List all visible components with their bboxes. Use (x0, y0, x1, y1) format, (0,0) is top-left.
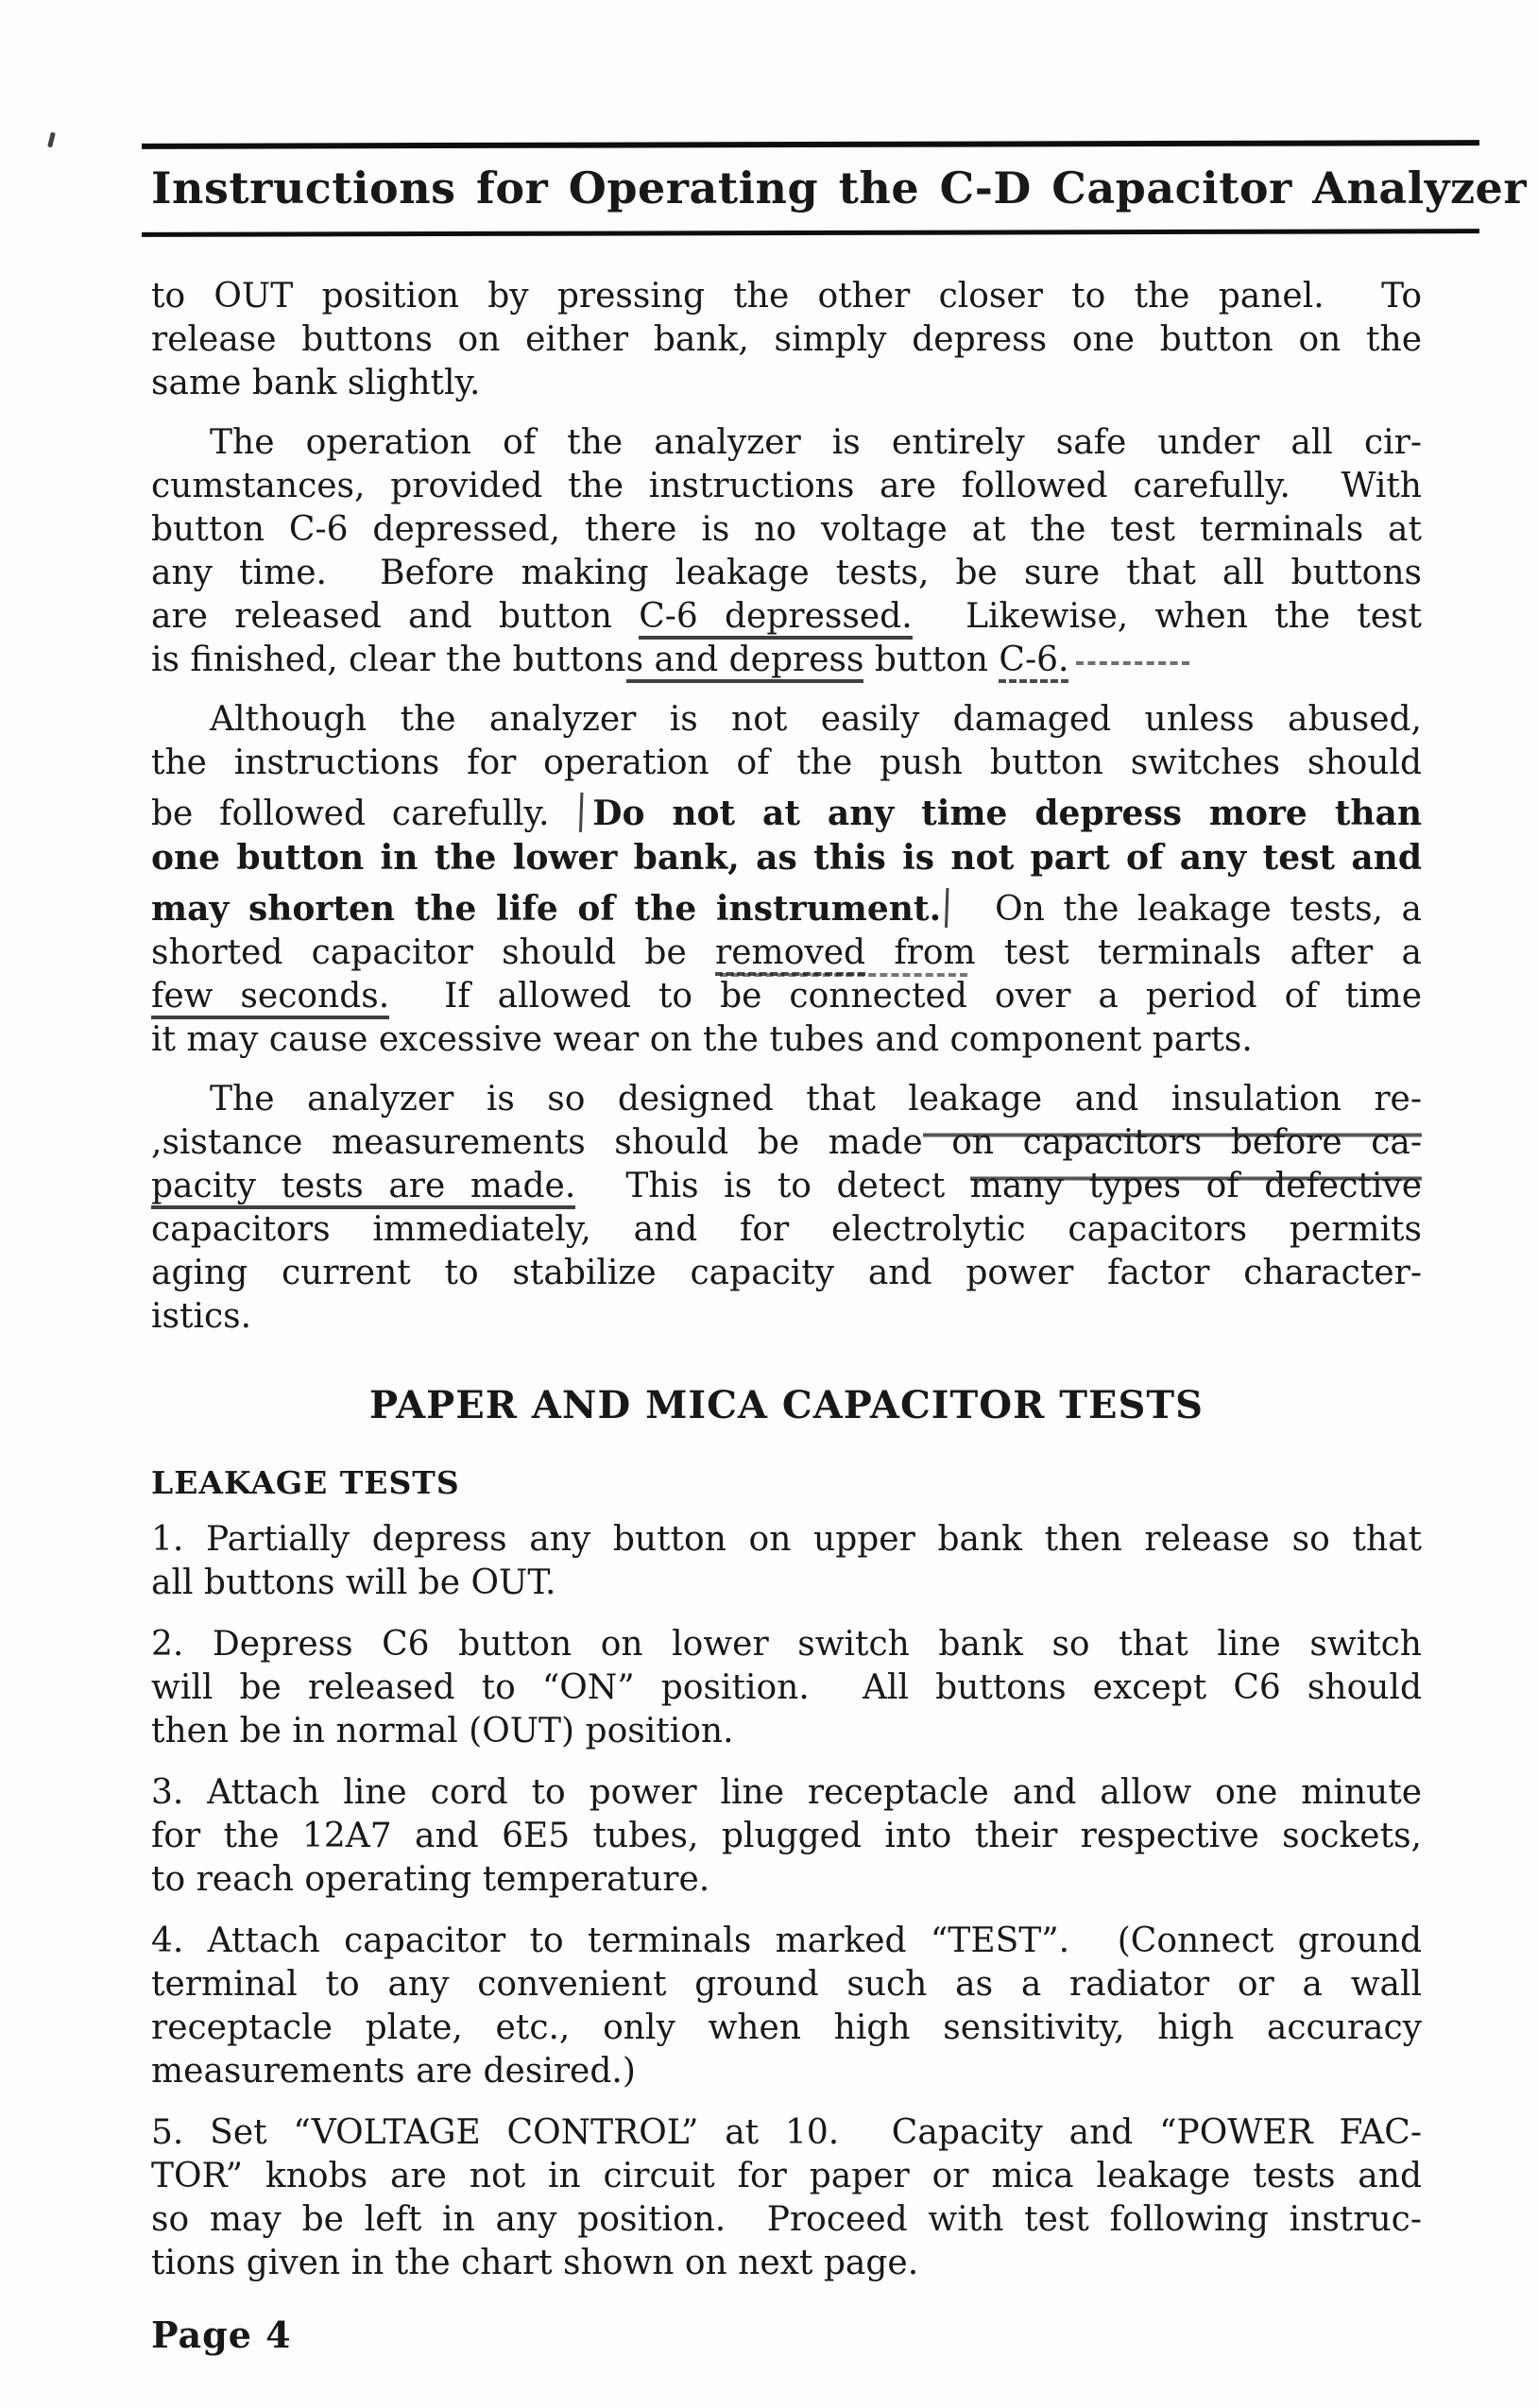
page-number: Page 4 (151, 2314, 292, 2356)
text-line (151, 836, 1422, 880)
list-item (151, 1771, 1422, 1902)
text-run: be followed carefully. (151, 794, 576, 833)
text-line (151, 1208, 1422, 1252)
text-run: will be released to “ON” position. All buttons except C6 should (151, 1668, 1422, 1707)
text-line (151, 552, 1422, 595)
text-line (151, 1562, 1422, 1605)
text-line (151, 2050, 1422, 2093)
text-line (151, 362, 1422, 405)
text-run: from test terminals after a (865, 933, 1422, 972)
text-line (151, 508, 1422, 552)
text-run: button (863, 640, 1000, 679)
pencil-underline: few seconds. (151, 977, 389, 1019)
paragraph (151, 421, 1422, 682)
text-run: cumstances, provided the instructions are followed carefully. With (151, 467, 1422, 505)
subsection-heading: LEAKAGE TESTS (151, 1464, 460, 1501)
text-run: 1. Partially depress any button on upper bank then release so that (151, 1520, 1422, 1559)
text-run: On the leakage tests, a (958, 890, 1422, 929)
text-run: button C-6 depressed, there is no voltage at the test terminals at (151, 510, 1422, 549)
text-run: to reach operating temperature. (151, 1860, 710, 1899)
text-line (151, 421, 1422, 465)
text-line (151, 1295, 1422, 1339)
text-run: is finished, clear the button (151, 640, 626, 679)
pencil-underline: s and depress (626, 640, 864, 683)
text-line (151, 1078, 1422, 1121)
text-line (151, 1518, 1422, 1562)
text-line (151, 1963, 1422, 2007)
text-run: The analyzer is so designed that leakage and insulation re- (210, 1080, 1422, 1119)
text-line (151, 639, 1422, 682)
text-line (151, 1623, 1422, 1666)
pencil-trailing-dashes (1076, 658, 1189, 665)
text-line (151, 1252, 1422, 1295)
text-run: capacitors immediately, and for electrolytic capacitors permits (151, 1210, 1422, 1249)
text-line (151, 1858, 1422, 1902)
text-run: tions given in the chart shown on next page. (151, 2244, 919, 2282)
paragraph (151, 275, 1422, 405)
text-line (151, 2111, 1422, 2155)
text-run: receptacle plate, etc., only when high sensitivity, high accuracy (151, 2008, 1422, 2047)
text-run: shorted capacitor should be (151, 933, 716, 972)
text-line (151, 742, 1422, 785)
text-run: aging current to stabilize capacity and power factor character- (151, 1254, 1422, 1292)
page-title: Instructions for Operating the C-D Capacitor Analyzer (151, 162, 1528, 213)
bold-text: one button in the lower bank, as this is not part of any test and (151, 838, 1422, 878)
text-run: over a period of time (966, 977, 1423, 1016)
document-body (151, 275, 1422, 2285)
text-line (151, 698, 1422, 742)
text-run: for the 12A7 and 6E5 tubes, plugged into their respective sockets, (151, 1817, 1422, 1855)
text-run: This is to detect (575, 1167, 970, 1205)
text-run: ,sistance measurements should be made (151, 1123, 923, 1162)
section-heading: PAPER AND MICA CAPACITOR TESTS (368, 1383, 1205, 1427)
text-run: any time. Before making leakage tests, be sure that all buttons (151, 554, 1422, 592)
text-run: 5. Set “VOLTAGE CONTROL” at 10. Capacity and “POWER FAC- (151, 2113, 1422, 2152)
text-run: it may cause excessive wear on the tubes and component parts. (151, 1020, 1253, 1059)
text-line (151, 1666, 1422, 1710)
text-run: measurements are desired.) (151, 2052, 636, 2091)
pencil-tick-mark (579, 793, 583, 832)
text-run: terminal to any convenient ground such as a radiator or a wall (151, 1965, 1422, 2004)
text-run: 2. Depress C6 button on lower switch bank so that line switch (151, 1625, 1422, 1664)
text-run: The operation of the analyzer is entirely safe under all cir- (210, 423, 1422, 462)
bold-text: may shorten the life of the instrument. (151, 889, 942, 929)
paragraph (151, 698, 1422, 1062)
text-line (151, 1018, 1422, 1062)
text-run: TOR” knobs are not in circuit for paper or mica leakage tests and (151, 2157, 1422, 2195)
text-run: release buttons on either bank, simply depress one button on the (151, 320, 1422, 359)
text-line (151, 1710, 1422, 1753)
stray-pencil-mark (47, 132, 56, 148)
text-run: so may be left in any position. Proceed with test following instruc- (151, 2200, 1422, 2239)
paragraph (151, 1078, 1422, 1339)
text-run: all buttons will be OUT. (151, 1563, 556, 1602)
pencil-dashed-underline: C-6. (999, 640, 1068, 683)
pencil-dashed-underline: removed (715, 933, 865, 976)
text-run: Although the analyzer is not easily damaged unless abused, (210, 700, 1422, 739)
text-line (151, 595, 1422, 639)
text-line (151, 2198, 1422, 2242)
list-item (151, 1518, 1422, 1605)
text-line (151, 2155, 1422, 2198)
text-line (151, 931, 1422, 975)
text-line (151, 1771, 1422, 1815)
title-block (142, 142, 1528, 235)
text-run: istics. (151, 1297, 252, 1336)
text-line (151, 318, 1422, 362)
text-line (151, 1815, 1422, 1858)
text-line (151, 975, 1422, 1018)
text-line (151, 1920, 1422, 1963)
text-run: are released and button (151, 597, 640, 636)
text-line (151, 1165, 1422, 1208)
pencil-underline: pacity tests are made. (151, 1167, 575, 1209)
bold-text: Do not at any time depress more than (592, 794, 1423, 833)
text-line (151, 785, 1422, 836)
text-run: 4. Attach capacitor to terminals marked “TEST”. (Connect ground (151, 1921, 1422, 1960)
text-run: then be in normal (OUT) position. (151, 1712, 734, 1750)
text-line (151, 275, 1422, 318)
text-run: the instructions for operation of the push button switches should (151, 743, 1422, 782)
text-line (151, 2007, 1422, 2050)
pencil-strike-mark: many types of defective (969, 1167, 1422, 1205)
text-line (151, 1121, 1422, 1165)
list-item (151, 2111, 1422, 2285)
pencil-strike-mark: on capacitors before ca- (922, 1123, 1422, 1162)
text-run: 3. Attach line cord to power line receptacle and allow one minute (151, 1773, 1422, 1812)
text-line (151, 880, 1422, 931)
pencil-overline: be connected (720, 973, 967, 1016)
text-run: If allowed to (389, 977, 721, 1016)
text-run: to OUT position by pressing the other closer to the panel. To (151, 277, 1422, 316)
text-run: Likewise, when the test (912, 597, 1422, 636)
text-run: same bank slightly. (151, 364, 481, 402)
pencil-tick-mark (945, 888, 948, 928)
pencil-underline: C-6 depressed. (639, 597, 912, 640)
list-item (151, 1623, 1422, 1753)
list-item (151, 1920, 1422, 2093)
text-line (151, 2242, 1422, 2285)
text-line (151, 465, 1422, 508)
